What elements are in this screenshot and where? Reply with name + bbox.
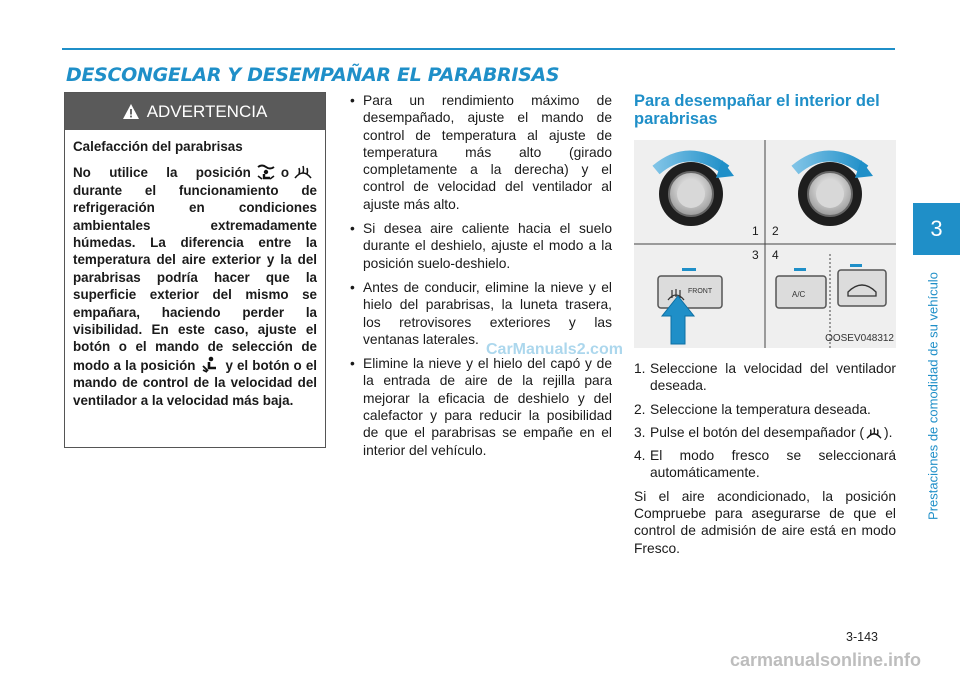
step-text: Seleccione la temperatura deseada. xyxy=(650,401,871,417)
defrost-icon xyxy=(293,164,313,180)
list-item: • Si desea aire caliente hacia el suelo durante el deshielo, ajuste el modo a la posición suelo-deshielo. xyxy=(344,220,612,272)
tips-list xyxy=(344,92,612,459)
defrost-icon xyxy=(865,426,883,440)
list-item: • Para un rendimiento máximo de desempañado, ajuste el mando de control de temperatura al ajuste de temperatura más alto (girado completamente a la derecha) y el control de velocidad del ventilador al ajuste más alto. xyxy=(344,92,612,213)
step-number: 1. xyxy=(634,361,646,376)
chapter-tab: 3 xyxy=(913,203,960,255)
warning-box xyxy=(64,92,326,448)
warning-text-a: No utilice la posición xyxy=(73,165,251,181)
step-text-end: ). xyxy=(884,424,893,440)
right-column xyxy=(634,92,896,557)
subsection-title: Para desempañar el interior del parabrisas xyxy=(634,92,880,128)
steps-list xyxy=(634,360,896,482)
watermark: CarManuals2.com xyxy=(486,341,623,358)
air-intake-button-drawing xyxy=(838,264,886,306)
list-item xyxy=(634,424,896,441)
list-item xyxy=(634,360,896,395)
figure-label-4: 4 xyxy=(772,248,779,262)
floor-defrost-icon xyxy=(255,164,277,180)
figure-label-3: 3 xyxy=(752,248,759,262)
step-number: 4. xyxy=(634,448,646,464)
controls-figure xyxy=(634,140,896,348)
warning-header xyxy=(65,93,325,130)
warning-triangle-icon xyxy=(123,104,139,119)
warning-body xyxy=(65,130,325,409)
list-item: • Elimine la nieve y el hielo del capó y de la entrada de aire de la rejilla para mejorar la eficacia de deshielo y del calefactor y para reducir la posibilidad de que el parabrisas se empañe en el interior del vehículo. xyxy=(344,355,612,459)
chapter-label xyxy=(922,258,944,534)
top-rule xyxy=(62,48,895,50)
front-button-label: FRONT xyxy=(688,288,713,295)
list-item xyxy=(634,447,896,482)
figure-label-2: 2 xyxy=(772,224,779,238)
middle-column xyxy=(344,92,612,466)
warning-text-b: durante el funcionamiento de refrigeración en condiciones ambientales extremadamente húmedas. La diferencia entre la temperatura del aire exterior y la del parabrisas podría hacer que la superficie exterior del mismo se empañara, haciendo perder la visibilidad. En este caso, ajuste el botón o el mando de selección de modo a la posición xyxy=(73,182,317,373)
footer-watermark: carmanualsonline.info xyxy=(730,650,922,670)
warning-title: ADVERTENCIA xyxy=(146,101,268,121)
warning-subtitle: Calefacción del parabrisas xyxy=(73,139,243,154)
warning-text-o: o xyxy=(280,165,289,181)
warning-text-c: y el botón o el mando de control de la velocidad del ventilador a la velocidad más baja. xyxy=(73,357,317,408)
page-number: 3-143 xyxy=(846,630,878,644)
climate-controls-illustration xyxy=(634,140,896,348)
section-title: DESCONGELAR Y DESEMPAÑAR EL PARABRISAS xyxy=(66,64,560,86)
step-text: El modo fresco se seleccionará automáticamente. xyxy=(650,448,896,481)
figure-label-1: 1 xyxy=(752,224,759,238)
list-item xyxy=(634,401,896,418)
step-text: Pulse el botón del desempañador ( xyxy=(650,424,864,440)
warning-text xyxy=(73,164,317,409)
ac-button-label: A/C xyxy=(792,290,806,299)
figure-code: OOSEV048312 xyxy=(825,333,894,344)
list-item: • Antes de conducir, elimine la nieve y el hielo del parabrisas, la luneta trasera, los retrovisores exteriores y las ventanas laterales. xyxy=(344,279,612,348)
note-paragraph: Si el aire acondicionado, la posición Compruebe para asegurarse de que el control de admisión de aire está en modo Fresco. xyxy=(634,488,896,556)
floor-mode-icon xyxy=(199,356,221,373)
step-number: 3. xyxy=(634,424,646,440)
step-number: 2. xyxy=(634,401,646,417)
step-text: Seleccione la velocidad del ventilador deseada. xyxy=(650,361,896,394)
chapter-label-text: Prestaciones de comodidad de su vehículo xyxy=(925,272,941,520)
